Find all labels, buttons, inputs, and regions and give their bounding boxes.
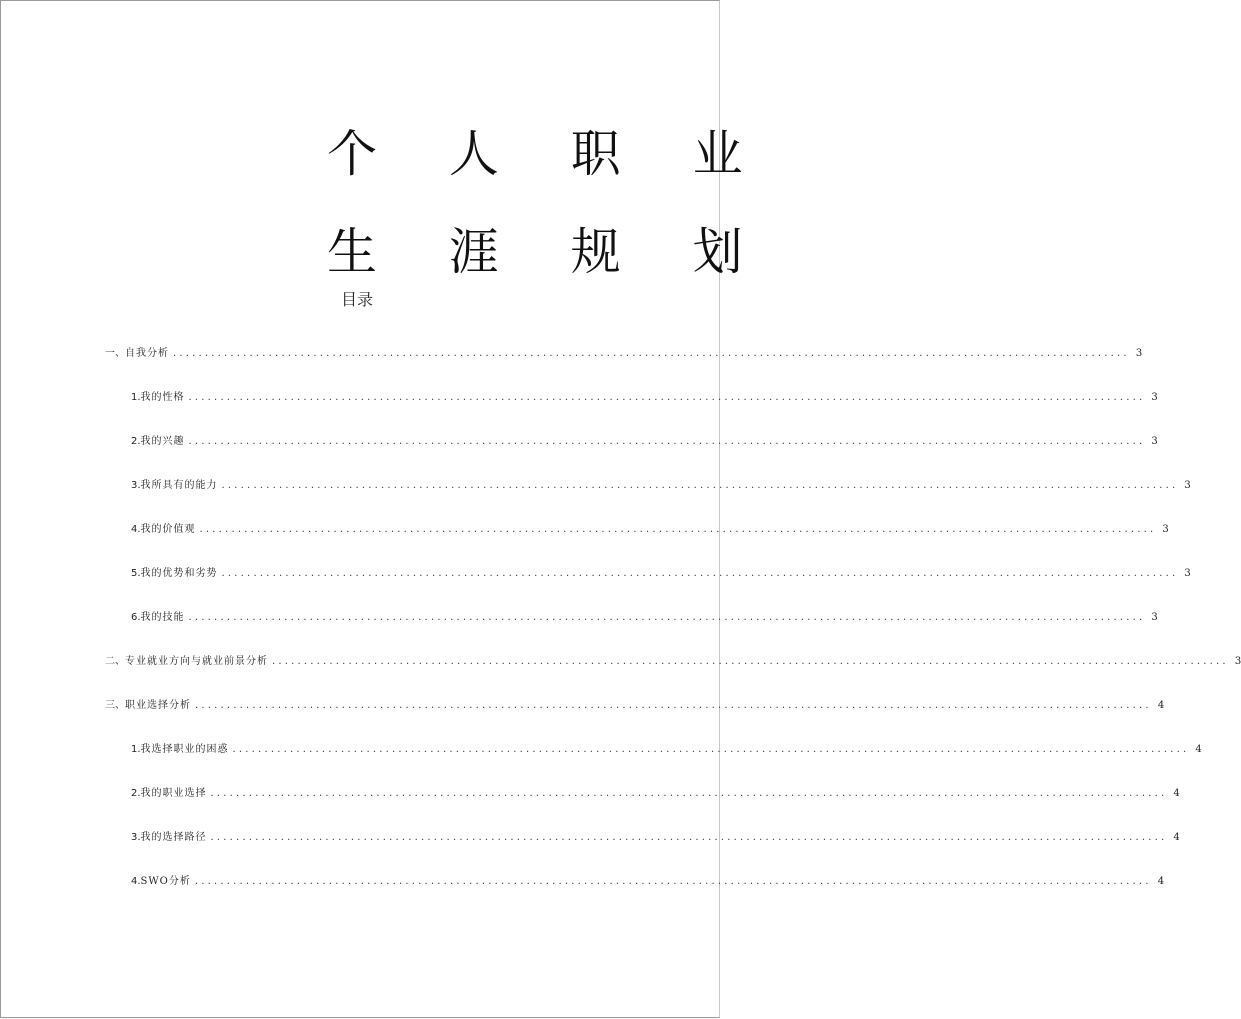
toc-entry-title: 我的价值观 bbox=[140, 524, 196, 535]
toc-page-number: 3 bbox=[1151, 436, 1158, 447]
toc-entry[interactable] bbox=[131, 744, 1202, 756]
toc-page-number: 3 bbox=[1135, 348, 1143, 359]
toc-dot-leader: ...................................................................................................................................................... bbox=[173, 348, 1130, 359]
toc-entry-number: 2. bbox=[131, 788, 141, 799]
toc-dot-leader: ...................................................................................................................................................... bbox=[195, 700, 1152, 711]
toc-page-number: 4 bbox=[1157, 700, 1165, 711]
toc-entry[interactable] bbox=[131, 832, 1180, 844]
toc-entry-number: 三、 bbox=[105, 700, 125, 711]
toc-entry-number: 3. bbox=[131, 480, 141, 491]
toc-entry-number: 4. bbox=[131, 524, 141, 535]
toc-dot-leader: ...................................................................................................................................................... bbox=[188, 392, 1146, 403]
toc-dot-leader: ...................................................................................................................................................... bbox=[210, 788, 1168, 799]
toc-entry-number: 1. bbox=[131, 392, 141, 403]
toc-entry-title: SWO分析 bbox=[140, 876, 191, 887]
toc-entry-number: 3. bbox=[131, 832, 141, 843]
toc-entry-title: 我所具有的能力 bbox=[140, 480, 218, 491]
toc-entry-number: 5. bbox=[131, 568, 141, 579]
toc-entry[interactable] bbox=[131, 876, 1165, 888]
toc-page-number: 3 bbox=[1162, 524, 1169, 535]
toc-page-number: 4 bbox=[1195, 744, 1202, 755]
toc-entry-number: 2. bbox=[131, 436, 141, 447]
toc-dot-leader: ...................................................................................................................................................... bbox=[199, 524, 1157, 535]
toc-entry-title: 我的兴趣 bbox=[140, 436, 185, 447]
toc-entry-title: 我的技能 bbox=[140, 612, 185, 623]
toc-entry[interactable] bbox=[131, 568, 1191, 580]
toc-entry[interactable] bbox=[131, 524, 1169, 536]
toc-page-number: 3 bbox=[1151, 392, 1158, 403]
toc-entry[interactable] bbox=[131, 480, 1191, 492]
toc-dot-leader: ...................................................................................................................................................... bbox=[221, 568, 1179, 579]
toc-dot-leader: ...................................................................................................................................................... bbox=[194, 876, 1152, 887]
toc-dot-leader: ...................................................................................................................................................... bbox=[232, 744, 1190, 755]
toc-entry-number: 4. bbox=[131, 876, 141, 887]
toc-entry-title: 专业就业方向与就业前景分析 bbox=[125, 656, 268, 667]
toc-dot-leader: ...................................................................................................................................................... bbox=[210, 832, 1168, 843]
toc-entry-number: 二、 bbox=[105, 656, 125, 667]
toc-dot-leader: ...................................................................................................................................................... bbox=[188, 612, 1146, 623]
toc-entry-title: 我的优势和劣势 bbox=[140, 568, 218, 579]
toc-page-number: 4 bbox=[1157, 876, 1165, 887]
toc-page-number: 3 bbox=[1184, 568, 1191, 579]
toc-dot-leader: ...................................................................................................................................................... bbox=[272, 656, 1229, 667]
toc-entry-title: 自我分析 bbox=[125, 348, 169, 359]
toc-entry-title: 我选择职业的困惑 bbox=[140, 744, 229, 755]
toc-page-number: 3 bbox=[1184, 480, 1191, 491]
toc-entry[interactable] bbox=[105, 700, 1165, 712]
toc-dot-leader: ...................................................................................................................................................... bbox=[188, 436, 1146, 447]
toc-entry-title: 我的性格 bbox=[140, 392, 185, 403]
toc-entry[interactable] bbox=[131, 612, 1158, 624]
toc-entry[interactable] bbox=[131, 436, 1158, 448]
toc-page-number: 4 bbox=[1173, 832, 1180, 843]
toc-entry-title: 我的职业选择 bbox=[140, 788, 207, 799]
toc-entry[interactable] bbox=[131, 788, 1180, 800]
toc-entry[interactable] bbox=[105, 656, 1241, 668]
toc-page-number: 3 bbox=[1234, 656, 1241, 667]
document-title-line-2: 生 涯 规 划 bbox=[327, 223, 771, 281]
toc-entry-number: 一、 bbox=[105, 348, 125, 359]
toc-heading: 目录 bbox=[341, 290, 374, 309]
toc-entry-title: 职业选择分析 bbox=[125, 700, 191, 711]
table-of-contents bbox=[1, 1, 1241, 1019]
document-title-line-1: 个 人 职 业 bbox=[327, 125, 771, 183]
toc-entry[interactable] bbox=[131, 392, 1158, 404]
toc-dot-leader: ...................................................................................................................................................... bbox=[221, 480, 1179, 491]
toc-entry-number: 6. bbox=[131, 612, 141, 623]
toc-entry[interactable] bbox=[105, 348, 1143, 360]
toc-entry-number: 1. bbox=[131, 744, 141, 755]
toc-entry-title: 我的选择路径 bbox=[140, 832, 207, 843]
toc-page-number: 4 bbox=[1173, 788, 1180, 799]
toc-page-number: 3 bbox=[1151, 612, 1158, 623]
